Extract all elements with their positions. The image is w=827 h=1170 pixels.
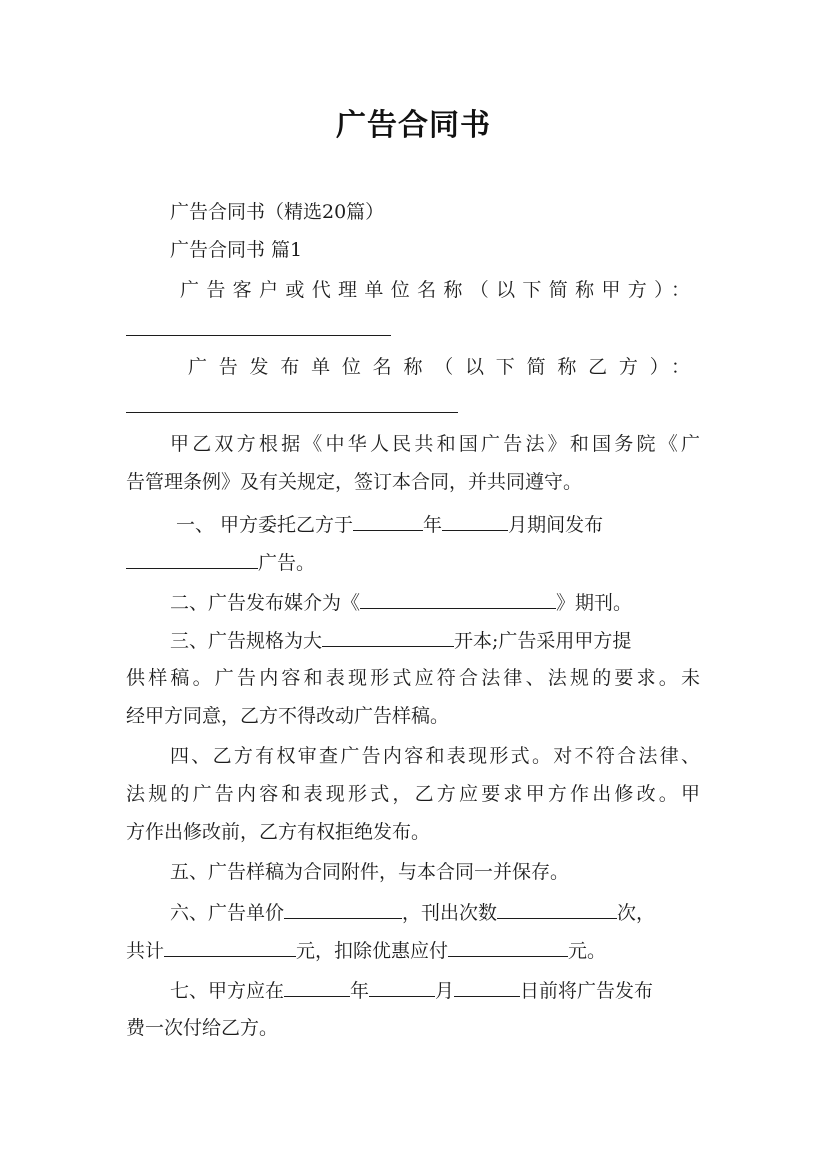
clause7-text-d: 日前将广告发布 (520, 980, 654, 1002)
clause7-day-blank (454, 978, 520, 997)
clause1-line-2 (126, 550, 315, 575)
clause2-media-blank (360, 590, 556, 609)
party-b-blank (126, 412, 458, 413)
clause1-text-d: 广告。 (258, 552, 316, 574)
party-a-label: 广告客户或代理单位名称（以下简称甲方）： (180, 279, 690, 301)
clause3-line-2: 供样稿。广告内容和表现形式应符合法律、法规的要求。未 (126, 667, 700, 689)
party-a-blank (126, 335, 391, 336)
clause1-text-c: 月期间发布 (508, 514, 604, 536)
clause7-text-b: 年 (350, 980, 370, 1002)
clause6-times-blank (497, 900, 617, 919)
clause6-line-1 (170, 900, 655, 925)
clause6-text-f: 元。 (568, 940, 607, 962)
clause1-month-blank (442, 512, 508, 531)
clause2-text-a: 二、广告发布媒介为《 (170, 592, 361, 614)
clause2-line (170, 590, 632, 615)
document-title: 广告合同书 (336, 108, 491, 143)
clause6-text-c: 次， (617, 902, 656, 924)
clause6-text-a: 六、广告单价 (170, 902, 285, 924)
clause3-text-a: 三、广告规格为大 (170, 630, 323, 652)
clause1-text-a: 一、 甲方委托乙方于 (176, 514, 354, 536)
clause1-text-b: 年 (423, 514, 443, 536)
clause5-line: 五、广告样稿为合同附件，与本合同一并保存。 (170, 861, 570, 883)
section-heading: 广告合同书 篇1 (170, 239, 303, 261)
clause6-total-blank (164, 938, 296, 957)
clause1-line-1 (176, 512, 603, 537)
clause6-payable-blank (448, 938, 568, 957)
clause4-line-3: 方作出修改前，乙方有权拒绝发布。 (126, 821, 431, 843)
clause4-line-2: 法规的广告内容和表现形式，乙方应要求甲方作出修改。甲 (126, 783, 700, 805)
clause6-text-e: 元，扣除优惠应付 (296, 940, 449, 962)
intro-line-2: 告管理条例》及有关规定，签订本合同，并共同遵守。 (126, 471, 583, 493)
clause7-text-c: 月 (435, 980, 455, 1002)
clause3-size-blank (322, 628, 454, 647)
clause6-line-2 (126, 938, 606, 963)
clause3-text-b: 开本;广告采用甲方提 (454, 630, 632, 652)
clause6-text-b: ，刊出次数 (402, 902, 498, 924)
clause3-line-1 (170, 628, 631, 653)
clause3-line-3: 经甲方同意，乙方不得改动广告样稿。 (126, 705, 450, 727)
clause7-year-blank (284, 978, 350, 997)
clause4-line-1: 四、乙方有权审查广告内容和表现形式。对不符合法律、 (170, 745, 700, 767)
clause6-price-blank (284, 900, 402, 919)
clause2-text-b: 》期刊。 (556, 592, 633, 614)
clause7-line-1 (170, 978, 653, 1003)
party-b-label: 广告发布单位名称（以下简称乙方）： (188, 356, 690, 378)
intro-line-1: 甲乙双方根据《中华人民共和国广告法》和国务院《广 (170, 433, 700, 455)
clause7-month-blank (369, 978, 435, 997)
clause1-ad-blank (126, 550, 258, 569)
clause7-line-2: 费一次付给乙方。 (126, 1017, 279, 1039)
clause6-text-d: 共计 (126, 940, 165, 962)
subtitle: 广告合同书（精选20篇） (170, 201, 385, 223)
clause7-text-a: 七、甲方应在 (170, 980, 285, 1002)
clause1-year-blank (353, 512, 423, 531)
